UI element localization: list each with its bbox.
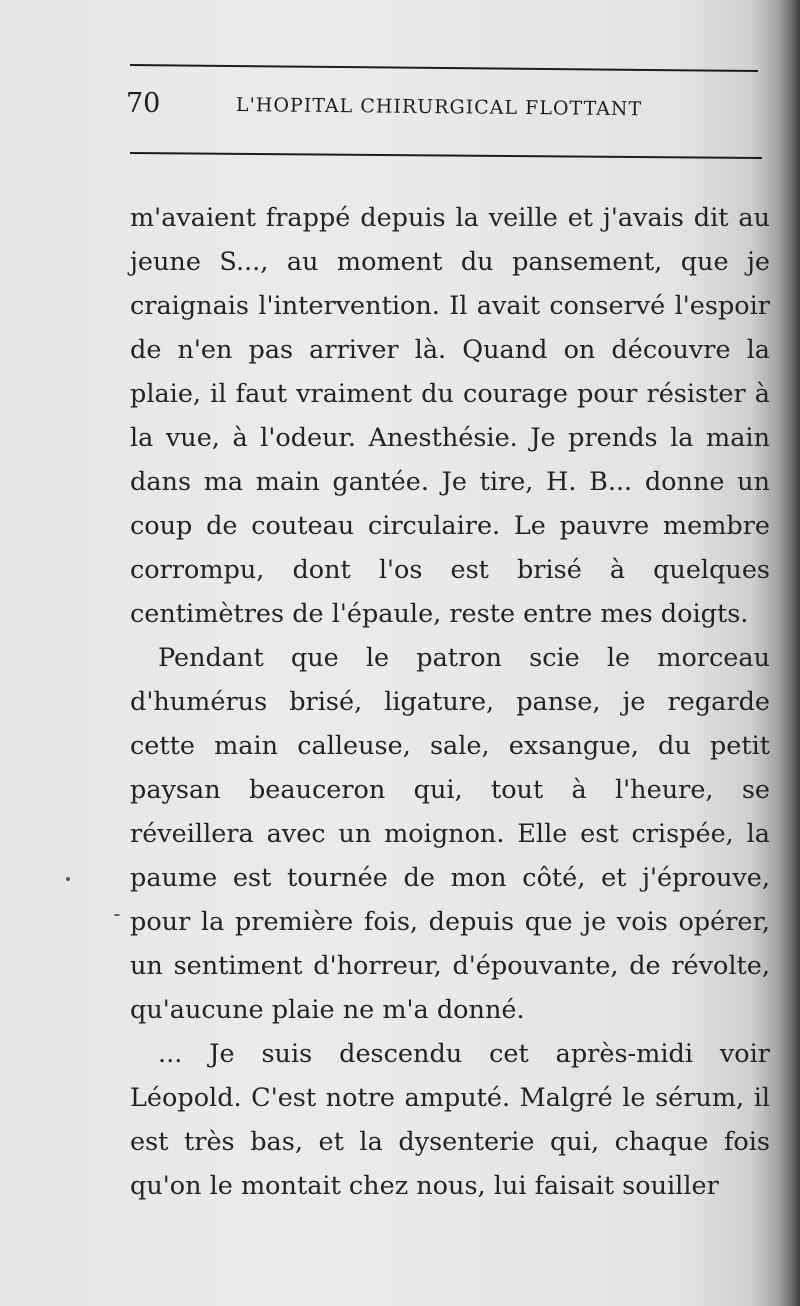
gutter-shadow [778, 0, 800, 1306]
body-text [130, 196, 770, 1208]
ink-speck [66, 877, 70, 881]
running-title: L'HOPITAL CHIRURGICAL FLOTTANT [235, 94, 643, 121]
paragraph-3: ... Je suis descendu cet après-midi voir Léopold. C'est notre amputé. Malgré le sérum, il est très bas, et la dysenterie qui, chaque fois qu'on le montait chez nous, lui faisait souiller [130, 1039, 770, 1201]
paragraph-1: m'avaient frappé depuis la veille et j'avais dit au jeune S..., au moment du pansement, que je craignais l'intervention. Il avait conservé l'espoir de n'en pas arriver là. Quand on découvre la plaie, il faut vraiment du courage pour résister à la vue, à l'odeur. Anesthésie. Je prends la main dans ma main gantée. Je tire, H. B... donne un coup de couteau circulaire. Le pauvre membre corrompu, dont l'os est brisé à quelques centimètres de l'épaule, reste entre mes doigts. [130, 203, 770, 629]
header-rule-top [130, 64, 758, 72]
page-number: 70 [126, 88, 161, 119]
running-head [126, 86, 766, 126]
ink-speck [114, 914, 120, 916]
header-rule-bottom [130, 152, 762, 159]
paragraph-2: Pendant que le patron scie le morceau d'humérus brisé, ligature, panse, je regarde cette main calleuse, sale, exsangue, du petit paysan beauceron qui, tout à l'heure, se réveillera avec un moignon. Elle est crispée, la paume est tournée de mon côté, et j'éprouve, pour la première fois, depuis que je vois opérer, un sentiment d'horreur, d'épouvante, de révolte, qu'aucune plaie ne m'a donné. [130, 643, 770, 1025]
